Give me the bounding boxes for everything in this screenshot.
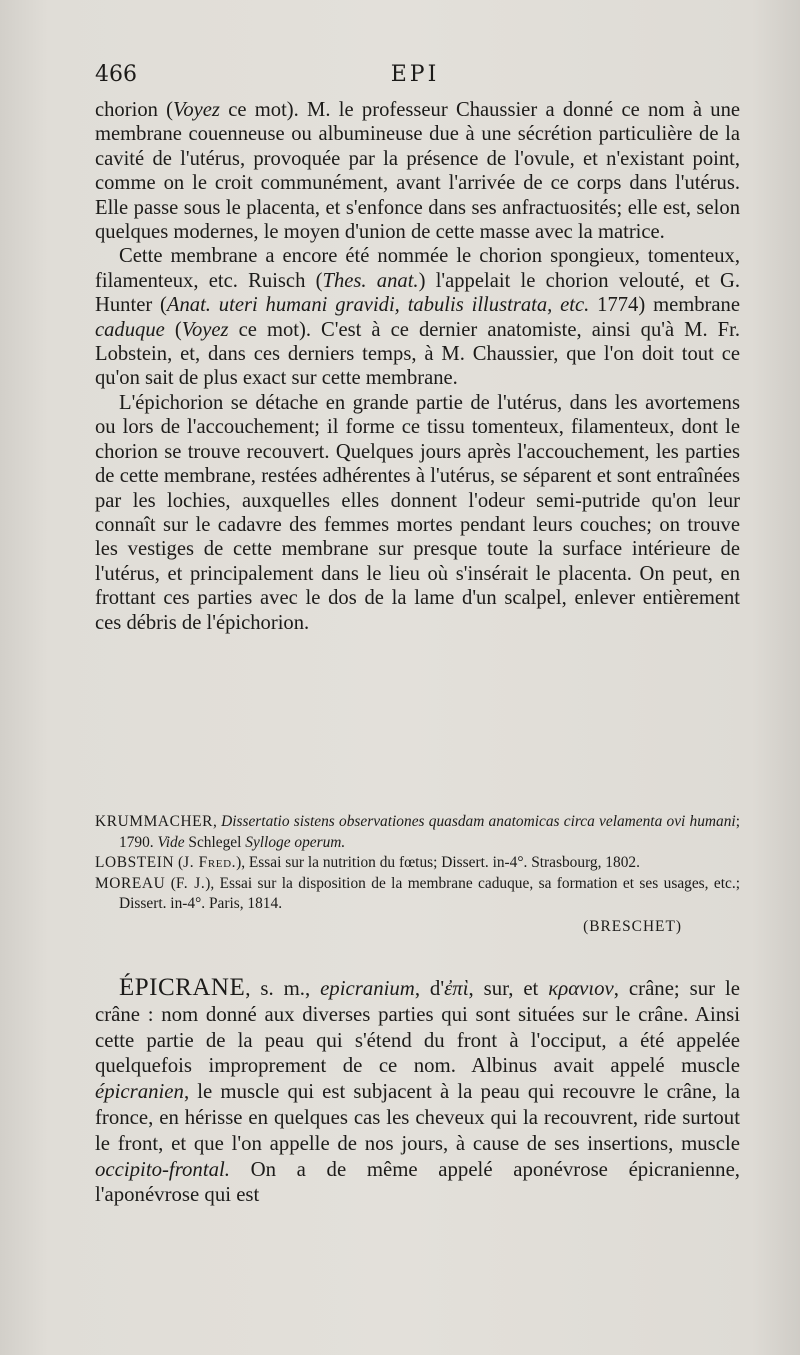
text-run: chorion ( (95, 99, 174, 121)
text-run: , (213, 813, 222, 830)
paragraph-1 (95, 98, 740, 244)
reference-author: KRUMMACHER (95, 813, 214, 830)
entry-epicrane (95, 975, 740, 1208)
text-run: ) l'appelait le chorion velouté, et G. Hunter ( (95, 269, 741, 317)
reference-author: MOREAU (95, 874, 166, 892)
text-run: , le muscle qui est subjacent à la peau qui recouvre le crâne, la fronce, en hérisse en quelques cas les cheveux qui la recouvrent, ride surtout le front, et que l'on appelle de nos jours, à cause de ses insertions, muscle (95, 1080, 740, 1155)
greek-word: κρανιον (548, 977, 614, 1000)
greek-word: ἐπὶ (444, 977, 469, 1000)
text-run: ( (164, 318, 182, 341)
running-head: EPI (390, 62, 440, 87)
text-run: 1774) membrane (589, 294, 740, 317)
italic-run: Voyez (181, 318, 229, 341)
text-run: , d' (414, 977, 445, 1000)
text-run: ), Essai sur la disposition de la membrane caduque, sa formation et ses usages, etc.; Dissert. in-4°. Paris, 1814. (119, 874, 740, 912)
reference-krummacher (95, 812, 740, 853)
text-run: , sur, et (468, 977, 549, 1000)
italic-run: epicranium (320, 977, 415, 1000)
author-signature: (BRESCHET) (583, 917, 682, 935)
text-run: ce mot). M. le professeur Chaussier a donné ce nom à une membrane couenneuse ou albumineuse due à une sécrétion particulière de la cavité de l'utérus, provoquée par la présence de l'ovule, et n'existant point, comme on le croit communément, avant l'arrivée de ce corps dans l'utérus. Elle passe sous le placenta, et s'enfonce dans ses anfractuosités; elle est, selon quelques modernes, le moyen d'union de cette masse avec la matrice. (95, 99, 741, 244)
italic-run: occipito-frontal. (95, 1157, 230, 1181)
paragraph-3: L'épichorion se détache en grande partie de l'utérus, dans les avortemens ou lors de l'accouchement; il forme ce tissu tomenteux, filamenteux, dont le chorion se trouve recouvert. Quelques jours après l'accouchement, les parties de cette membrane, restées adhérentes à l'utérus, se séparent et sont entraînées par les lochies, auxquelles elles donnent l'odeur semi-putride qu'on leur connaît sur le cadavre des femmes mortes pendant leurs couches; on trouve les vestiges de cette membrane sur presque toute la surface intérieure de l'utérus, et principalement dans le lieu où s'insérait le placenta. On peut, en frottant ces parties avec le dos de la lame d'un scalpel, enlever entièrement ces débris de l'épichorion. (95, 391, 740, 634)
italic-run: Sylloge operum. (245, 833, 346, 851)
text-run: On a de même appelé aponévrose épicranienne, l'aponévrose qui est (95, 1157, 740, 1207)
reference-moreau (95, 874, 740, 915)
italic-run: Anat. uteri humani gravidi, tabulis illustrata, etc. (166, 294, 590, 317)
italic-run: caduque (95, 318, 165, 341)
text-run: Schlegel (184, 833, 246, 851)
text-run: ), Essai sur la nutrition du fœtus; Dissert. in-4°. Strasbourg, 1802. (236, 854, 640, 871)
page-number: 466 (95, 62, 137, 87)
text-run: ( (174, 854, 184, 871)
reference-initials: J. Fred. (183, 854, 237, 871)
italic-run: Thes. anat. (322, 269, 419, 292)
italic-run: épicranien (95, 1080, 184, 1104)
article-continuation (95, 98, 740, 635)
text-run: ; 1790. (119, 813, 740, 851)
italic-run: Vide (157, 833, 185, 851)
text-run: ce mot). C'est à ce dernier anatomiste, ainsi qu'à M. Fr. Lobstein, et, dans ces derniers temps, à M. Chaussier, que l'on doit tout ce qu'on sait de plus exact sur cette membrane. (95, 318, 741, 390)
reference-author: LOBSTEIN (95, 854, 175, 871)
bibliography (95, 812, 740, 937)
paragraph-2 (95, 244, 740, 390)
text-run: , s. m., (245, 977, 321, 1000)
reference-initials: F. J. (175, 874, 206, 892)
text-run: Cette membrane a encore été nommée le chorion spongieux, tomenteux, filamenteux, etc. Ruisch ( (95, 245, 740, 292)
page-header (95, 62, 735, 92)
reference-lobstein (95, 853, 740, 874)
text-run: , crâne; sur le crâne : nom donné aux diverses parties qui sont situées sur le crâne. Ainsi cette partie de la peau qui s'étend du front à l'occiput, a été appelée quelquefois improprement de ce nom. Albinus avait appelé muscle (95, 977, 740, 1078)
italic-run: Dissertatio sistens observationes quasdam anatomicas circa velamenta ovi humani (221, 813, 736, 830)
italic-run: Voyez (173, 99, 220, 121)
entry-paragraph (95, 975, 740, 1208)
entry-headword: ÉPICRANE (119, 974, 246, 1001)
text-run: ( (165, 874, 176, 892)
